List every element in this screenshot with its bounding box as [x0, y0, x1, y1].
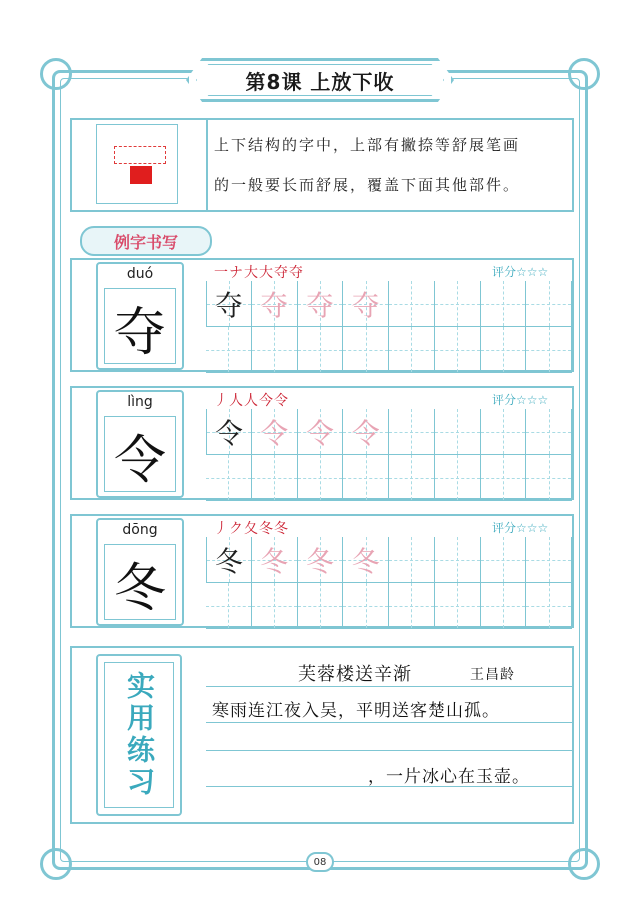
grid-cell[interactable] — [298, 537, 344, 583]
model-character: 令 — [214, 416, 243, 450]
writing-grid — [206, 281, 572, 373]
grid-cell[interactable] — [298, 583, 344, 629]
trace-character: 冬 — [260, 544, 289, 578]
grid-cell[interactable] — [389, 537, 435, 583]
poem-author: 王昌龄 — [470, 667, 515, 683]
grid-cell[interactable] — [343, 583, 389, 629]
poem-line-1: 寒雨连江夜入吴，平明送客楚山孤。 — [212, 701, 500, 721]
grid-cell[interactable] — [526, 327, 572, 373]
grid-cell[interactable] — [206, 327, 252, 373]
rule-divider — [206, 118, 208, 212]
pinyin: lìng — [127, 394, 153, 410]
trace-character: 夺 — [351, 288, 380, 322]
grid-cell[interactable] — [206, 583, 252, 629]
trace-character: 冬 — [351, 544, 380, 578]
grid-cell[interactable] — [435, 583, 481, 629]
corner-ornament — [40, 848, 72, 880]
grid-cell[interactable] — [526, 409, 572, 455]
grid-cell[interactable] — [206, 537, 252, 583]
grid-cell[interactable] — [435, 409, 481, 455]
grid-cell[interactable] — [252, 537, 298, 583]
grid-cell[interactable] — [252, 281, 298, 327]
poem-line-2: ，一片冰心在玉壶。 — [368, 767, 530, 787]
example-character: 夺 — [113, 302, 166, 363]
structure-icon — [96, 124, 178, 204]
corner-ornament — [568, 58, 600, 90]
lesson-title: 第8课 上放下收 — [245, 69, 395, 94]
grid-cell[interactable] — [343, 409, 389, 455]
grid-cell[interactable] — [298, 281, 344, 327]
grid-cell[interactable] — [389, 583, 435, 629]
grid-cell[interactable] — [526, 583, 572, 629]
grid-cell[interactable] — [481, 281, 527, 327]
grid-cell[interactable] — [435, 327, 481, 373]
grid-cell[interactable] — [343, 537, 389, 583]
char-card — [96, 518, 184, 626]
grid-cell[interactable] — [389, 281, 435, 327]
grid-cell[interactable] — [435, 537, 481, 583]
rule-text-line-1: 上下结构的字中，上部有撇捺等舒展笔画 — [214, 136, 521, 154]
grid-cell[interactable] — [206, 455, 252, 501]
trace-character: 令 — [351, 416, 380, 450]
grid-cell[interactable] — [481, 537, 527, 583]
practice-label: 实用练习 — [123, 671, 156, 799]
corner-ornament — [568, 848, 600, 880]
score-label: 评分☆☆☆ — [492, 265, 549, 279]
char-card — [96, 262, 184, 370]
poem-title: 芙蓉楼送辛渐 — [298, 664, 412, 685]
grid-cell[interactable] — [389, 455, 435, 501]
grid-cell[interactable] — [435, 281, 481, 327]
rule-text-line-2: 的一般要长而舒展，覆盖下面其他部件。 — [214, 176, 521, 194]
char-card — [96, 390, 184, 498]
grid-cell[interactable] — [252, 455, 298, 501]
trace-character: 令 — [305, 416, 334, 450]
writing-line — [206, 722, 574, 723]
writing-line — [206, 686, 574, 687]
trace-character: 冬 — [305, 544, 334, 578]
model-character: 冬 — [214, 544, 243, 578]
grid-cell[interactable] — [298, 327, 344, 373]
pinyin: duó — [126, 266, 154, 282]
grid-cell[interactable] — [343, 455, 389, 501]
grid-cell[interactable] — [481, 583, 527, 629]
writing-grid — [206, 537, 572, 629]
grid-cell[interactable] — [389, 327, 435, 373]
grid-cell[interactable] — [435, 455, 481, 501]
grid-cell[interactable] — [252, 409, 298, 455]
structure-icon-bottom-part — [130, 166, 152, 184]
model-character: 夺 — [214, 288, 243, 322]
grid-cell[interactable] — [526, 537, 572, 583]
corner-ornament — [40, 58, 72, 90]
grid-cell[interactable] — [343, 281, 389, 327]
grid-cell[interactable] — [526, 455, 572, 501]
score-label: 评分☆☆☆ — [492, 521, 549, 535]
grid-cell[interactable] — [206, 409, 252, 455]
trace-character: 令 — [260, 416, 289, 450]
grid-cell[interactable] — [206, 281, 252, 327]
score-label: 评分☆☆☆ — [492, 393, 549, 407]
trace-character: 夺 — [305, 288, 334, 322]
grid-cell[interactable] — [389, 409, 435, 455]
writing-line — [206, 750, 574, 751]
grid-cell[interactable] — [481, 409, 527, 455]
stroke-order: 一ナ大大夺夺 — [214, 265, 304, 281]
grid-cell[interactable] — [252, 583, 298, 629]
grid-cell[interactable] — [298, 409, 344, 455]
grid-cell[interactable] — [481, 455, 527, 501]
page-number: 08 — [306, 852, 334, 872]
grid-cell[interactable] — [298, 455, 344, 501]
stroke-order: 丿人人今令 — [214, 393, 289, 409]
structure-icon-top-part — [114, 146, 166, 164]
grid-cell[interactable] — [481, 327, 527, 373]
example-character: 冬 — [113, 558, 166, 619]
example-character: 令 — [113, 430, 166, 491]
grid-cell[interactable] — [526, 281, 572, 327]
grid-cell[interactable] — [252, 327, 298, 373]
pinyin: dōng — [122, 522, 158, 538]
section-label-example: 例字书写 — [80, 226, 212, 256]
stroke-order: 丿ク夂冬冬 — [214, 521, 289, 537]
trace-character: 夺 — [260, 288, 289, 322]
writing-grid — [206, 409, 572, 501]
grid-cell[interactable] — [343, 327, 389, 373]
